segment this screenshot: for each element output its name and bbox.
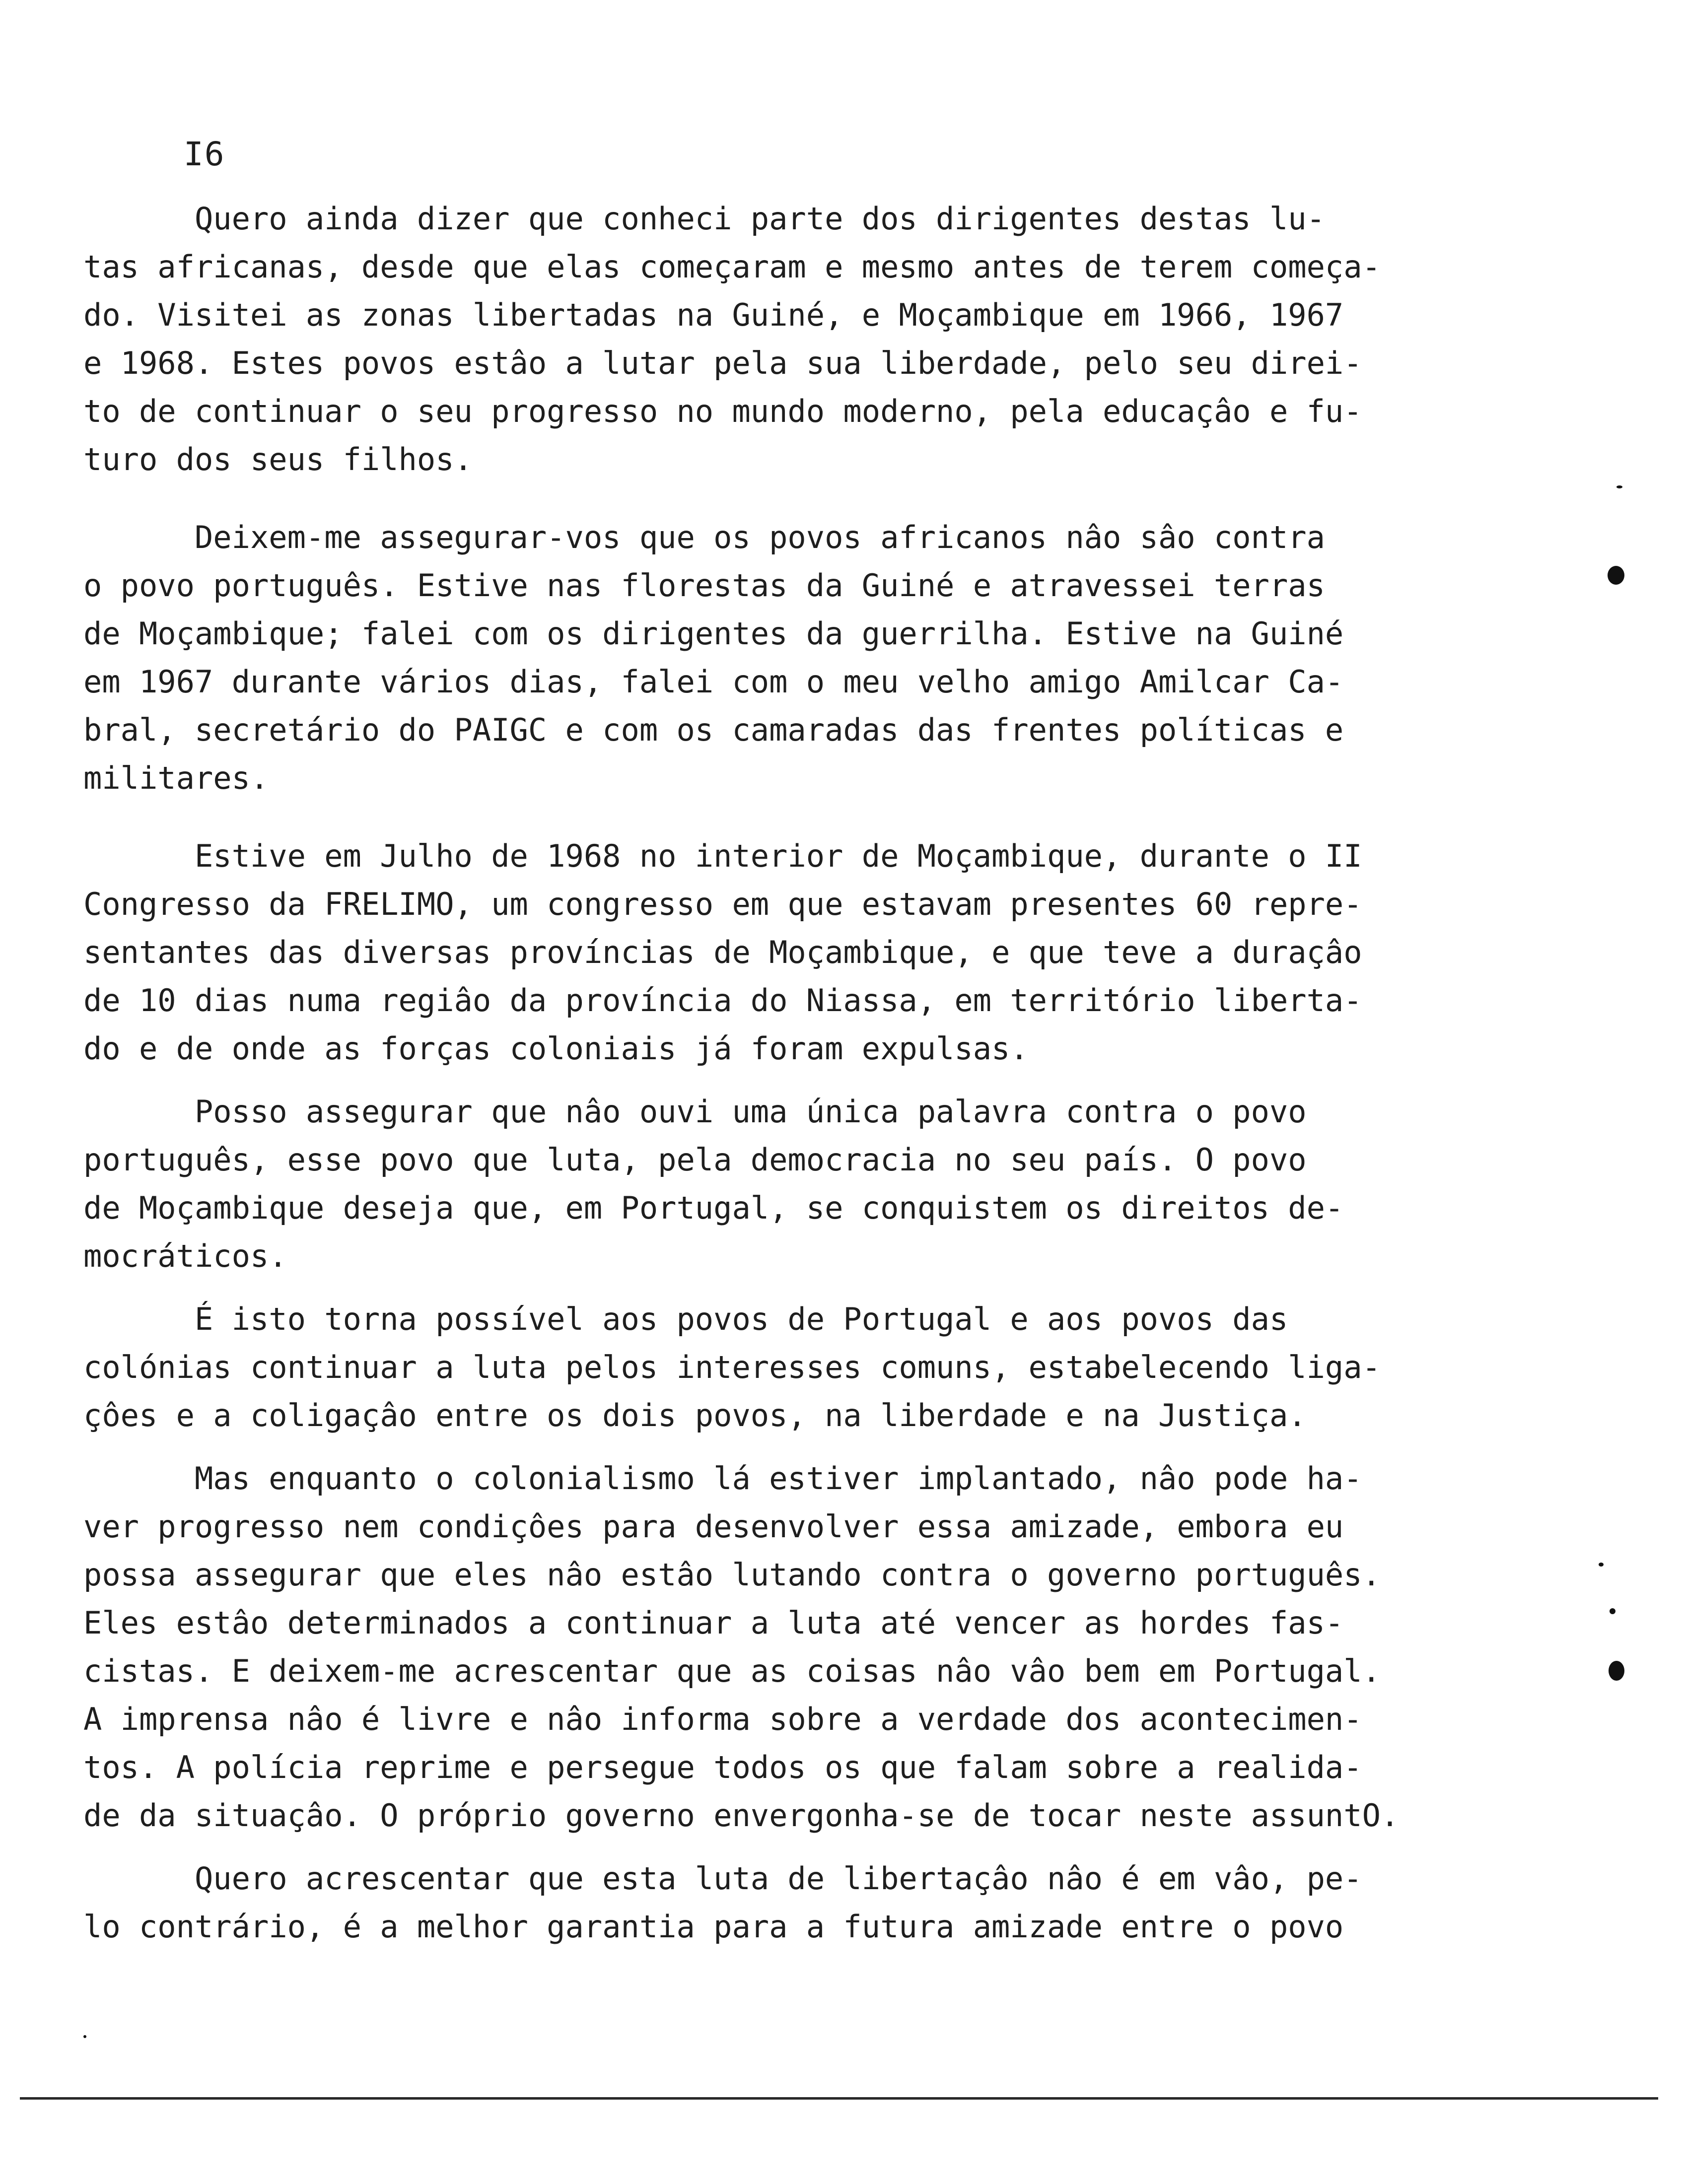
scan-speck [83,2035,86,2038]
paragraph-7 [83,1854,1498,1951]
text-line: e 1968. Estes povos estâo a lutar pela sua liberdade, pelo seu direi- [83,345,1362,381]
text-line: colónias continuar a luta pelos interesses comuns, estabelecendo liga- [83,1349,1381,1385]
paragraph-5 [83,1295,1498,1439]
paragraph-6 [83,1454,1498,1840]
text-line: possa assegurar que eles nâo estâo lutando contra o governo português. [83,1557,1381,1593]
text-line: mocráticos. [83,1238,287,1274]
paragraph-4 [83,1088,1498,1280]
scan-speck [1599,1563,1604,1567]
text-line: português, esse povo que luta, pela democracia no seu país. O povo [83,1142,1307,1178]
text-line: çôes e a coligaçâo entre os dois povos, na liberdade e na Justiça. [83,1397,1307,1433]
text-line: É isto torna possível aos povos de Portugal e aos povos das [83,1301,1288,1337]
text-line: sentantes das diversas províncias de Moçambique, e que teve a duraçâo [83,934,1362,970]
text-line: Quero ainda dizer que conheci parte dos dirigentes destas lu- [83,201,1325,237]
binder-hole-mark [1609,1661,1624,1681]
text-line: tas africanas, desde que elas começaram e mesmo antes de terem começa- [83,249,1381,285]
text-line: Congresso da FRELIMO, um congresso em que estavam presentes 60 repre- [83,886,1362,922]
binder-hole-mark [1608,566,1624,585]
text-line: turo dos seus filhos. [83,441,473,478]
text-line: Mas enquanto o colonialismo lá estiver implantado, nâo pode ha- [83,1460,1362,1497]
text-line: de Moçambique deseja que, em Portugal, se conquistem os direitos de- [83,1190,1344,1226]
scan-speck [1610,1608,1615,1614]
text-line: bral, secretário do PAIGC e com os camaradas das frentes políticas e [83,712,1344,748]
page-bottom-rule [20,2097,1658,2100]
text-line: cistas. E deixem-me acrescentar que as coisas nâo vâo bem em Portugal. [83,1653,1381,1689]
text-line: do. Visitei as zonas libertadas na Guiné, e Moçambique em 1966, 1967 [83,297,1344,333]
text-line: Eles estâo determinados a continuar a luta até vencer as hordes fas- [83,1605,1344,1641]
text-line: A imprensa nâo é livre e nâo informa sobre a verdade dos acontecimen- [83,1701,1362,1737]
text-line: o povo português. Estive nas florestas da Guiné e atravessei terras [83,567,1325,604]
text-line: lo contrário, é a melhor garantia para a futura amizade entre o povo [83,1909,1344,1945]
text-line: de Moçambique; falei com os dirigentes da guerrilha. Estive na Guiné [83,615,1344,652]
text-line: militares. [83,760,269,796]
paragraph-2 [83,513,1498,802]
text-line: tos. A polícia reprime e persegue todos os que falam sobre a realida- [83,1749,1362,1785]
text-line: ver progresso nem condiçôes para desenvolver essa amizade, embora eu [83,1508,1344,1545]
text-line: Quero acrescentar que esta luta de libertaçâo nâo é em vâo, pe- [83,1860,1362,1897]
text-line: to de continuar o seu progresso no mundo moderno, pela educaçâo e fu- [83,393,1362,429]
paragraph-3 [83,832,1498,1073]
text-line: em 1967 durante vários dias, falei com o meu velho amigo Amilcar Ca- [83,664,1344,700]
text-line: do e de onde as forças coloniais já foram expulsas. [83,1030,1029,1067]
text-line: Posso assegurar que nâo ouvi uma única palavra contra o povo [83,1093,1307,1130]
text-line: de da situaçâo. O próprio governo envergonha-se de tocar neste assuntO. [83,1797,1400,1834]
page-number: I6 [184,135,225,173]
scan-speck [1616,485,1622,488]
text-line: Estive em Julho de 1968 no interior de Moçambique, durante o II [83,838,1362,874]
text-line: Deixem-me assegurar-vos que os povos africanos nâo sâo contra [83,519,1325,555]
text-line: de 10 dias numa regiâo da província do Niassa, em território liberta- [83,982,1362,1019]
paragraph-1 [83,195,1498,483]
body-text [83,195,1498,1951]
